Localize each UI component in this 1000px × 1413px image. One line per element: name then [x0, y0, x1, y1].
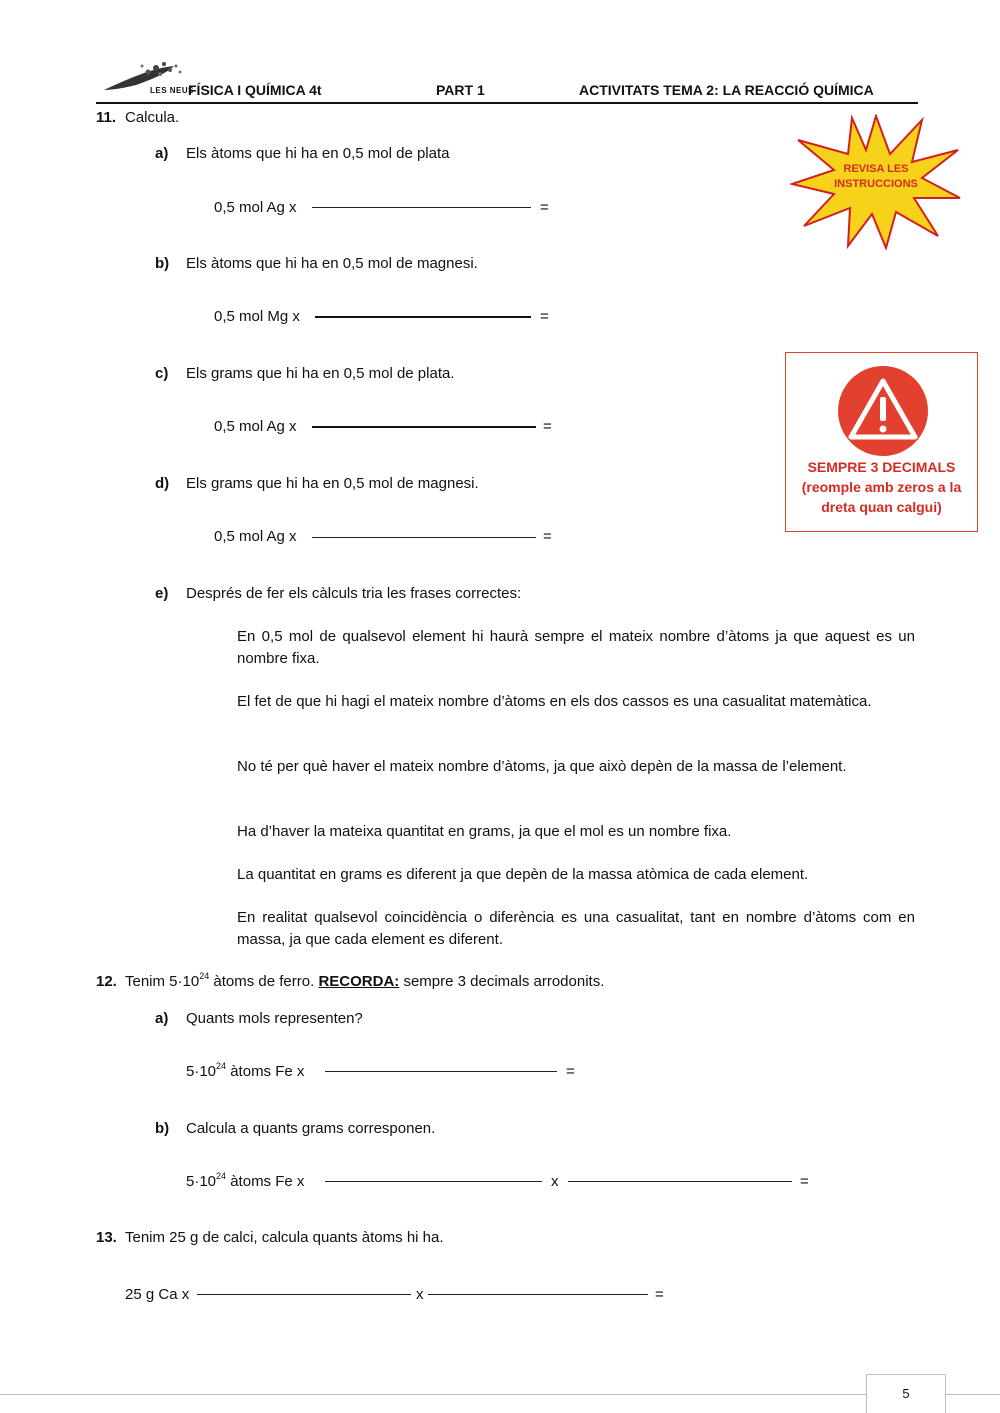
q11c-equals: =: [543, 418, 552, 435]
q12b-answer-blank-1[interactable]: [325, 1181, 542, 1182]
warning-line-1: SEMPRE 3 DECIMALS: [807, 459, 956, 475]
q11a-expression: 0,5 mol Ag x: [214, 199, 297, 216]
q11e-option-2[interactable]: El fet de que hi hagi el mateix nombre d’àtoms en els dos cassos es una casualitat matemàtica.: [237, 693, 872, 710]
q11b-expression: 0,5 mol Mg x: [214, 308, 300, 325]
header-part: PART 1: [436, 82, 485, 98]
q13-times: x: [416, 1286, 424, 1303]
warning-icon: [837, 365, 929, 457]
q11a-equals: =: [540, 199, 549, 216]
q11b-equals: =: [540, 308, 549, 325]
q11d-label: d): [155, 475, 170, 492]
q11e-option-1[interactable]: En 0,5 mol de qualsevol element hi haurà sempre el mateix nombre d’àtoms ja que aquest es un nombre fixa.: [237, 628, 915, 667]
q12a-equals: =: [566, 1063, 575, 1080]
q11c-text: Els grams que hi ha en 0,5 mol de plata.: [186, 365, 455, 382]
q13-answer-blank-2[interactable]: [428, 1294, 648, 1295]
q11e-option-3[interactable]: No té per què haver el mateix nombre d’àtoms, ja que això depèn de la massa de l’element.: [237, 758, 847, 775]
q11d-expression: 0,5 mol Ag x: [214, 528, 297, 545]
q13-equals: =: [655, 1286, 664, 1303]
q12b-equals: =: [800, 1173, 809, 1190]
page-number: 5: [902, 1386, 910, 1401]
footer-rule-left: [0, 1394, 866, 1395]
q11-number: 11.: [96, 109, 117, 126]
q12b-expression: $5\cdot 10^{24}$ àtoms Fe x: [186, 1171, 305, 1190]
warning-box: [785, 352, 978, 532]
q12b-times: x: [551, 1173, 559, 1190]
q11c-expression: 0,5 mol Ag x: [214, 418, 297, 435]
q11-title: Calcula.: [125, 109, 180, 126]
q12-intro: Tenim $5\cdot 10^{24}$ àtoms de ferro. RECORDA: sempre 3 decimals arrodonits.: [125, 971, 605, 990]
logo-text: LES NEUS: [150, 86, 195, 95]
q12-number: 12.: [96, 973, 117, 990]
header-activity: ACTIVITATS TEMA 2: LA REACCIÓ QUÍMICA: [579, 82, 874, 98]
q11a-label: a): [155, 145, 169, 162]
q13-answer-blank-1[interactable]: [197, 1294, 411, 1295]
warning-line-2: (reomple amb zeros a la: [801, 479, 962, 495]
q11a-text: Els àtoms que hi ha en 0,5 mol de plata: [186, 145, 450, 162]
q12a-text: Quants mols representen?: [186, 1010, 363, 1027]
star-badge-text: REVISA LES INSTRUCCIONS: [834, 163, 918, 190]
header-rule: [96, 102, 918, 104]
q12b-text: Calcula a quants grams corresponen.: [186, 1120, 436, 1137]
warning-line-3: dreta quan calgui): [821, 499, 942, 515]
q11e-label: e): [155, 585, 169, 602]
q13-expression: 25 g Ca x: [125, 1286, 190, 1303]
q12-recorda: RECORDA:: [318, 973, 400, 990]
q11e-option-6[interactable]: En realitat qualsevol coincidència o diferència es una casualitat, tant en nombre d’àtoms com en massa, ja que cada element es diferent.: [237, 909, 915, 948]
q11e-option-4[interactable]: Ha d’haver la mateixa quantitat en grams, ja que el mol es un nombre fixa.: [237, 823, 732, 840]
q13-number: 13.: [96, 1229, 117, 1246]
header-subject: FÍSICA I QUÍMICA 4t: [188, 82, 322, 98]
q12a-answer-blank[interactable]: [325, 1071, 557, 1072]
q11c-label: c): [155, 365, 169, 382]
q11d-answer-blank[interactable]: [312, 537, 536, 538]
q12a-label: a): [155, 1010, 169, 1027]
q11e-text: Després de fer els càlculs tria les frases correctes:: [186, 585, 522, 602]
q11b-answer-blank[interactable]: [315, 316, 531, 318]
q11d-text: Els grams que hi ha en 0,5 mol de magnesi.: [186, 475, 479, 492]
q11b-text: Els àtoms que hi ha en 0,5 mol de magnesi.: [186, 255, 478, 272]
q12b-label: b): [155, 1120, 170, 1137]
footer-rule-right: [946, 1394, 1000, 1395]
q13-text: Tenim 25 g de calci, calcula quants àtoms hi ha.: [125, 1229, 444, 1246]
q11c-answer-blank[interactable]: [312, 426, 536, 428]
q12b-answer-blank-2[interactable]: [568, 1181, 792, 1182]
q11d-equals: =: [543, 528, 552, 545]
q12a-expression: $5\cdot 10^{24}$ àtoms Fe x: [186, 1061, 305, 1080]
q11b-label: b): [155, 255, 170, 272]
q11e-option-5[interactable]: La quantitat en grams es diferent ja que depèn de la massa atòmica de cada element.: [237, 866, 809, 883]
q11a-answer-blank[interactable]: [312, 207, 531, 208]
